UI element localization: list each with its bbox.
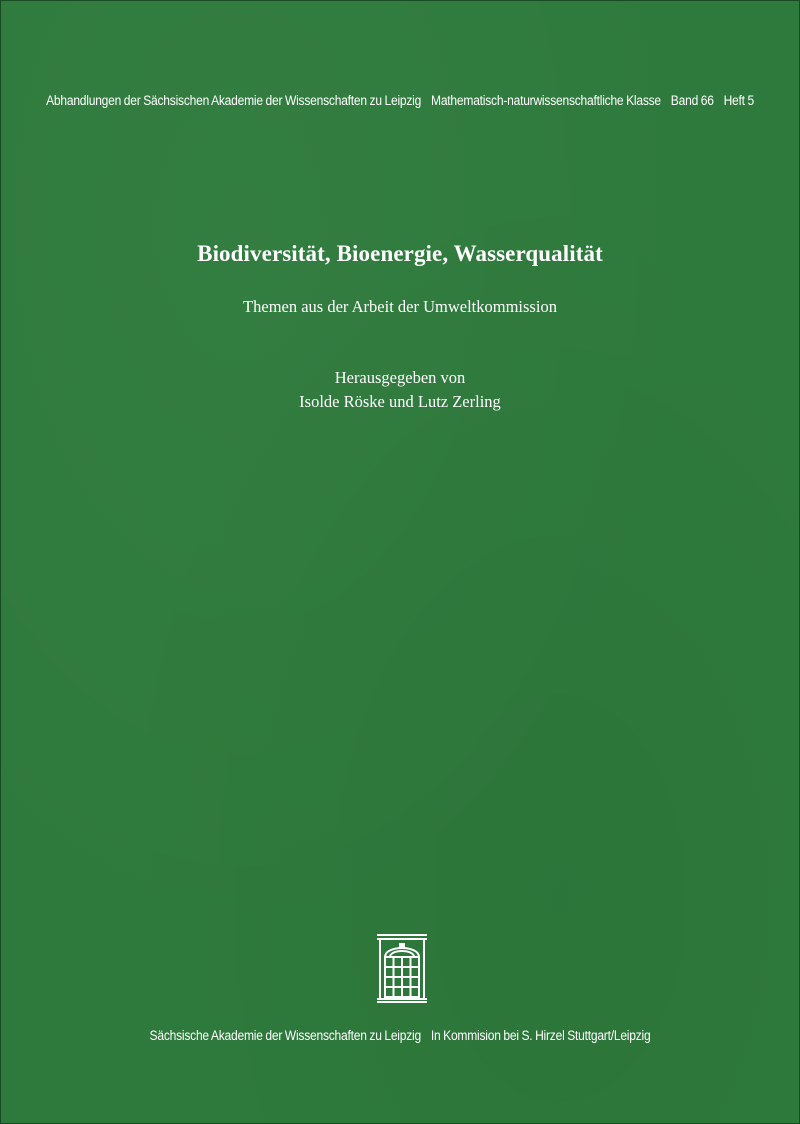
academy-building-icon (376, 933, 428, 1003)
series-line (41, 93, 759, 108)
series-title: Abhandlungen der Sächsischen Akademie der Wissenschaften zu Leipzig (46, 93, 422, 108)
book-title: Biodiversität, Bioenergie, Wasserqualität (197, 241, 603, 266)
editors-block (1, 366, 799, 414)
series-volume: Band 66 (670, 93, 714, 108)
publisher-name: Sächsische Akademie der Wissenschaften zu Leipzig (149, 1028, 421, 1043)
editors-names: Isolde Röske und Lutz Zerling (299, 392, 501, 411)
publisher-commission: In Kommision bei S. Hirzel Stuttgart/Leipzig (430, 1028, 651, 1043)
book-subtitle: Themen aus der Arbeit der Umweltkommission (243, 297, 557, 316)
series-class: Mathematisch-naturwissenschaftliche Klasse (431, 93, 661, 108)
editors-label: Herausgegeben von (334, 368, 466, 387)
series-issue: Heft 5 (723, 93, 754, 108)
publisher-line (41, 1028, 759, 1043)
